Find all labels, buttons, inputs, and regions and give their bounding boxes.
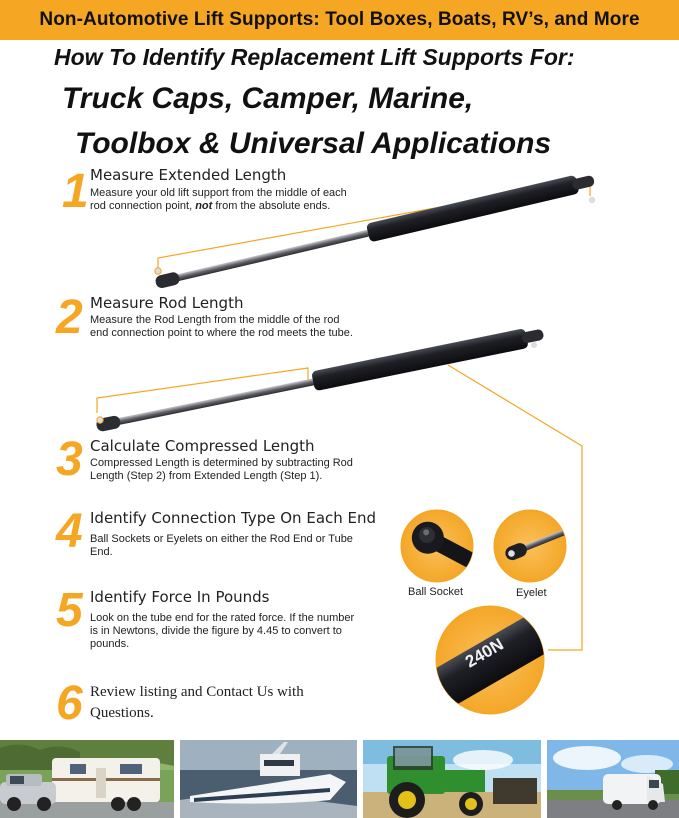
tube-end-eyelet-icon [589, 197, 595, 203]
force-rating-text: 240N [462, 634, 507, 672]
step-2-number: 2 [56, 291, 83, 344]
ball-socket-zoom [401, 510, 497, 585]
tractor-photo [363, 740, 541, 818]
step-1-number: 1 [62, 165, 89, 218]
strut-2 [95, 325, 546, 436]
step-5-desc-line-1: Look on the tube end for the rated force. If the number [90, 612, 355, 624]
force-callout-line [448, 365, 582, 650]
step-3-desc-line-2: Length (Step 2) from Extended Length (Step 1). [90, 470, 323, 482]
step-5-desc-line-3: pounds. [90, 638, 130, 650]
step-5-title: Identify Force In Pounds [90, 588, 270, 606]
step-1-desc-emphasis: not [195, 200, 213, 212]
rv-trailer-photo [0, 740, 174, 818]
step-4-desc-line-2: End. [90, 546, 113, 558]
step-2-desc-line-2: end connection point to where the rod meets the tube. [90, 327, 353, 339]
boat-photo [180, 740, 357, 818]
eyelet-zoom [494, 510, 579, 582]
step-4-title: Identify Connection Type On Each End [90, 509, 377, 527]
step-6-number: 6 [56, 677, 83, 730]
step-4-number: 4 [56, 505, 83, 558]
ball-socket-label: Ball Socket [408, 586, 464, 598]
strut-1 [154, 171, 596, 292]
step-1-title: Measure Extended Length [90, 166, 287, 184]
step-5-number: 5 [56, 584, 83, 637]
page-subtitle-line-1: Truck Caps, Camper, Marine, [62, 82, 474, 115]
step-1-desc-pre: rod connection point, [90, 200, 196, 212]
tube-end-eyelet-icon [531, 342, 537, 348]
step-1-desc-line-1: Measure your old lift support from the middle of each [90, 187, 347, 199]
step-2-desc-line-1: Measure the Rod Length from the middle of the rod [90, 314, 340, 326]
step-6-text: Review listing and Contact Us with Questions. [90, 684, 304, 721]
rod-end-eyelet-icon [97, 417, 103, 423]
page-subtitle-line-2: Toolbox & Universal Applications [75, 127, 552, 160]
page-title: How To Identify Replacement Lift Supports For: [54, 44, 575, 70]
step-5-desc-line-2: is in Newtons, divide the figure by 4.45 to convert to [90, 625, 342, 637]
step-3-desc-line-1: Compressed Length is determined by subtracting Rod [90, 457, 353, 469]
banner-text: Non-Automotive Lift Supports: Tool Boxes, Boats, RV’s, and More [39, 9, 640, 30]
eyelet-label: Eyelet [516, 587, 547, 599]
step-2-title: Measure Rod Length [90, 294, 244, 312]
rod-end-eyelet-icon [155, 268, 161, 274]
step-4-desc-line-1: Ball Sockets or Eyelets on either the Rod End or Tube [90, 533, 353, 545]
step-3-number: 3 [56, 433, 83, 486]
step-3-title: Calculate Compressed Length [90, 437, 315, 455]
van-photo [547, 740, 679, 818]
step-1-desc-post: from the absolute ends. [212, 200, 331, 212]
